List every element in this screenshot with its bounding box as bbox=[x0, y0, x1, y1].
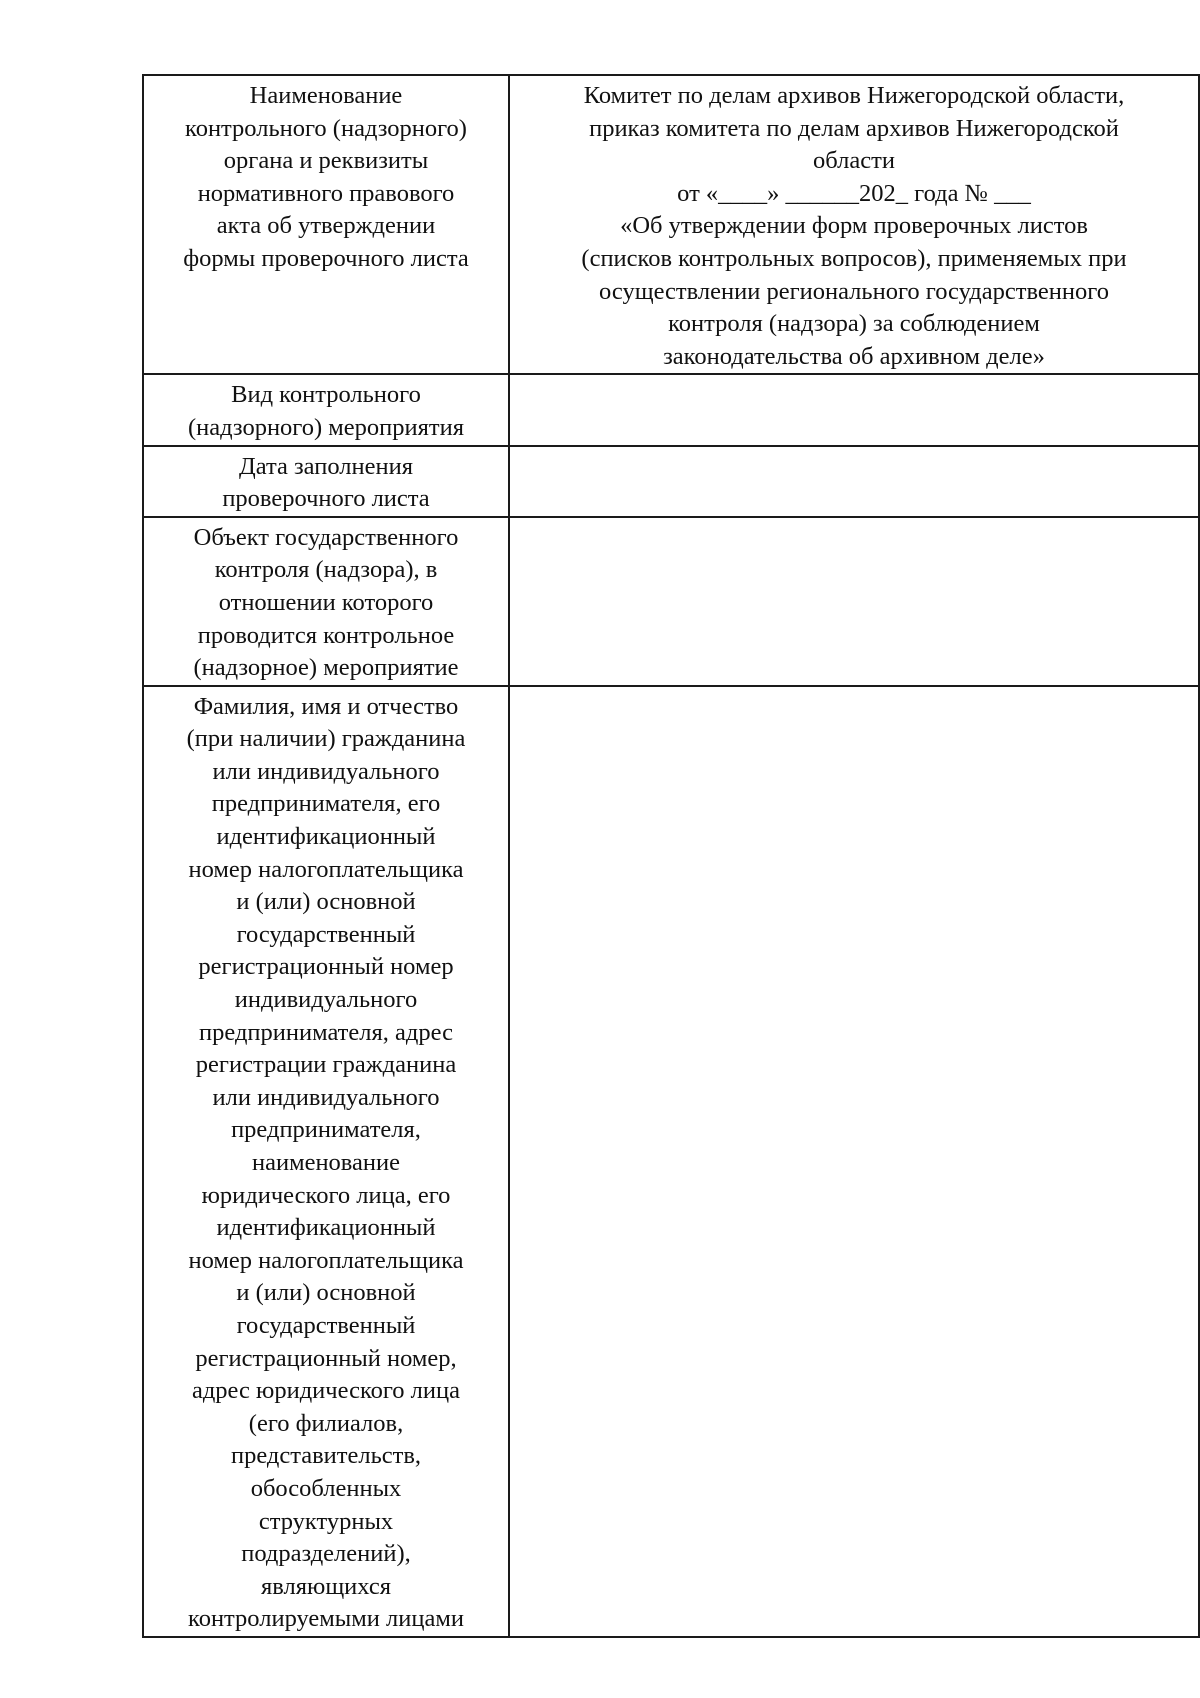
event-type-label: Вид контрольного (надзорного) мероприятия bbox=[143, 374, 509, 445]
control-object-value[interactable] bbox=[509, 517, 1199, 686]
controlled-person-value[interactable] bbox=[509, 686, 1199, 1637]
table-row-event-type bbox=[143, 374, 1199, 445]
control-object-label: Объект государственного контроля (надзора), в отношении которого проводится контрольное (надзорное) мероприятие bbox=[143, 517, 509, 686]
fill-date-value[interactable] bbox=[509, 446, 1199, 517]
table-row-control-body bbox=[143, 75, 1199, 374]
table-row-control-object bbox=[143, 517, 1199, 686]
control-body-label: Наименование контрольного (надзорного) органа и реквизиты нормативного правового акта об утверждении формы проверочного листа bbox=[143, 75, 509, 374]
control-body-value: Комитет по делам архивов Нижегородской области, приказ комитета по делам архивов Нижегородской области от «____» ______202_ года № ___ «Об утверждении форм проверочных листов (списков контрольных вопросов), применяемых при осуществлении регионального государственного контроля (надзора) за соблюдением законодательства об архивном деле» bbox=[509, 75, 1199, 374]
table-row-fill-date bbox=[143, 446, 1199, 517]
controlled-person-label: Фамилия, имя и отчество (при наличии) гражданина или индивидуального предпринимателя, его идентификационный номер налогоплательщика и (или) основной государственный регистрационный номер индивидуального предпринимателя, адрес регистрации гражданина или индивидуального предпринимателя, наименование юридического лица, его идентификационный номер налогоплательщика и (или) основной государственный регистрационный номер, адрес юридического лица (его филиалов, представительств, обособленных структурных подразделений), являющихся контролируемыми лицами bbox=[143, 686, 509, 1637]
table-row-controlled-person bbox=[143, 686, 1199, 1637]
event-type-value[interactable] bbox=[509, 374, 1199, 445]
checklist-header-table bbox=[142, 74, 1200, 1638]
fill-date-label: Дата заполнения проверочного листа bbox=[143, 446, 509, 517]
